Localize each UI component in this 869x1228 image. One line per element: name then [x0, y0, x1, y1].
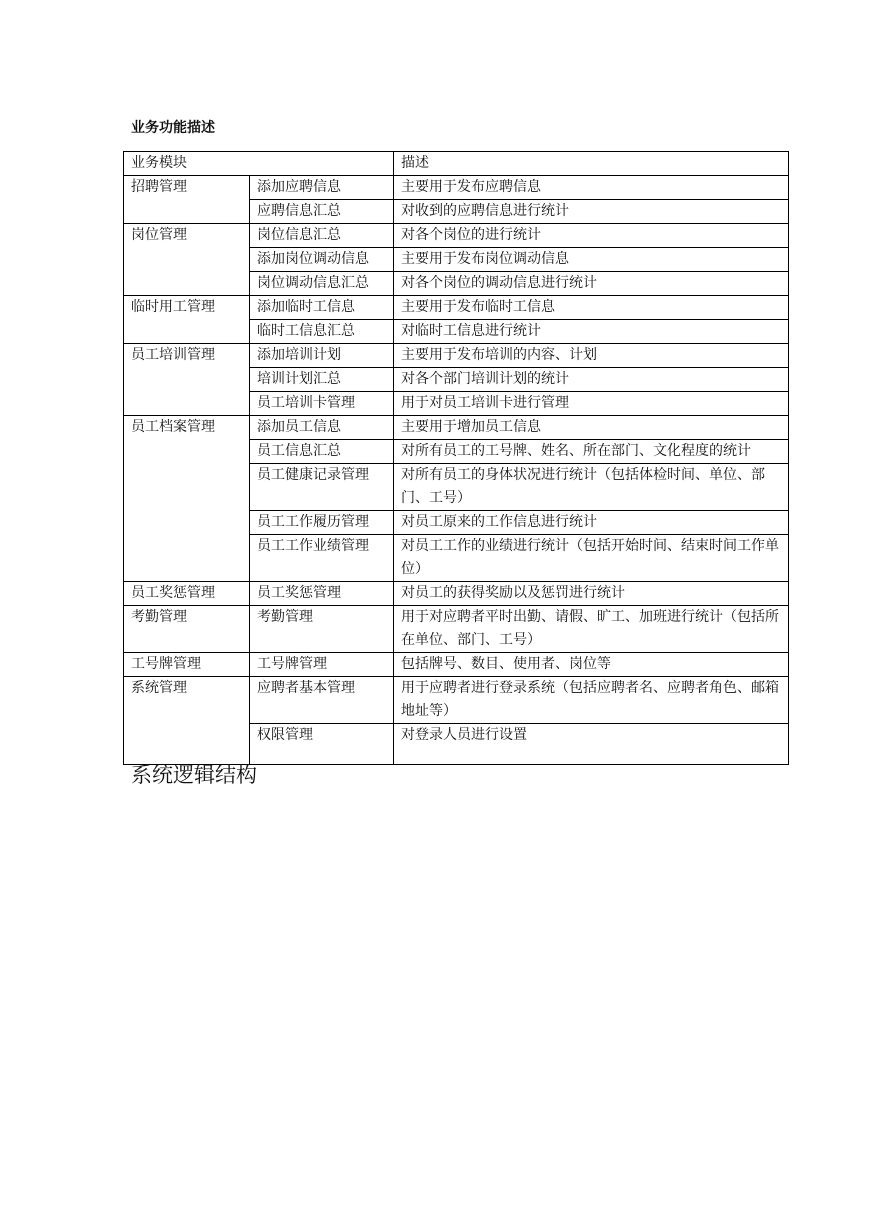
description-cell: 对员工工作的业绩进行统计（包括开始时间、结束时间工作单位） [394, 535, 789, 582]
table-row [124, 677, 789, 724]
function-cell: 员工奖惩管理 [250, 582, 394, 606]
description-cell: 用于对应聘者平时出勤、请假、旷工、加班进行统计（包括所在单位、部门、工号） [394, 606, 789, 653]
description-cell: 用于对员工培训卡进行管理 [394, 392, 789, 416]
table-body [124, 152, 789, 765]
description-cell: 主要用于发布应聘信息 [394, 176, 789, 200]
function-cell: 员工健康记录管理 [250, 464, 394, 511]
description-cell: 对登录人员进行设置 [394, 724, 789, 765]
function-cell: 应聘者基本管理 [250, 677, 394, 724]
description-cell: 对员工的获得奖励以及惩罚进行统计 [394, 582, 789, 606]
function-cell: 添加临时工信息 [250, 296, 394, 320]
function-cell: 员工培训卡管理 [250, 392, 394, 416]
function-cell: 培训计划汇总 [250, 368, 394, 392]
description-cell: 用于应聘者进行登录系统（包括应聘者名、应聘者角色、邮箱地址等） [394, 677, 789, 724]
table-row [124, 582, 789, 606]
module-cell: 临时用工管理 [124, 296, 250, 344]
description-cell: 对收到的应聘信息进行统计 [394, 200, 789, 224]
function-cell: 员工工作履历管理 [250, 511, 394, 535]
section-title: 业务功能描述 [131, 120, 215, 136]
function-cell: 员工工作业绩管理 [250, 535, 394, 582]
description-cell: 对员工原来的工作信息进行统计 [394, 511, 789, 535]
table-row [124, 606, 789, 653]
module-cell: 员工培训管理 [124, 344, 250, 416]
description-cell: 对各个岗位的调动信息进行统计 [394, 272, 789, 296]
description-cell: 包括牌号、数目、使用者、岗位等 [394, 653, 789, 677]
function-cell: 工号牌管理 [250, 653, 394, 677]
table-row [124, 296, 789, 320]
table-row [124, 653, 789, 677]
table-row [124, 344, 789, 368]
table-row [124, 224, 789, 248]
function-cell: 添加员工信息 [250, 416, 394, 440]
function-cell: 员工信息汇总 [250, 440, 394, 464]
header-module: 业务模块 [124, 152, 394, 176]
function-cell: 应聘信息汇总 [250, 200, 394, 224]
function-cell: 添加岗位调动信息 [250, 248, 394, 272]
module-cell: 员工奖惩管理 [124, 582, 250, 606]
description-cell: 主要用于发布培训的内容、计划 [394, 344, 789, 368]
description-cell: 对所有员工的身体状况进行统计（包括体检时间、单位、部门、工号） [394, 464, 789, 511]
module-cell: 考勤管理 [124, 606, 250, 653]
description-cell: 对各个岗位的进行统计 [394, 224, 789, 248]
header-description: 描述 [394, 152, 789, 176]
table-header-row [124, 152, 789, 176]
module-cell: 员工档案管理 [124, 416, 250, 582]
module-cell: 工号牌管理 [124, 653, 250, 677]
module-cell: 招聘管理 [124, 176, 250, 224]
description-cell: 对各个部门培训计划的统计 [394, 368, 789, 392]
description-cell: 对所有员工的工号牌、姓名、所在部门、文化程度的统计 [394, 440, 789, 464]
function-cell: 考勤管理 [250, 606, 394, 653]
module-cell: 系统管理 [124, 677, 250, 765]
description-cell: 主要用于发布岗位调动信息 [394, 248, 789, 272]
function-cell: 添加应聘信息 [250, 176, 394, 200]
function-cell: 岗位信息汇总 [250, 224, 394, 248]
table-row [124, 416, 789, 440]
function-cell: 权限管理 [250, 724, 394, 765]
business-function-table [123, 151, 789, 765]
description-cell: 主要用于发布临时工信息 [394, 296, 789, 320]
table-row [124, 176, 789, 200]
system-logic-heading: 系统逻辑结构 [131, 763, 257, 787]
description-cell: 主要用于增加员工信息 [394, 416, 789, 440]
function-cell: 岗位调动信息汇总 [250, 272, 394, 296]
function-cell: 临时工信息汇总 [250, 320, 394, 344]
module-cell: 岗位管理 [124, 224, 250, 296]
description-cell: 对临时工信息进行统计 [394, 320, 789, 344]
function-cell: 添加培训计划 [250, 344, 394, 368]
